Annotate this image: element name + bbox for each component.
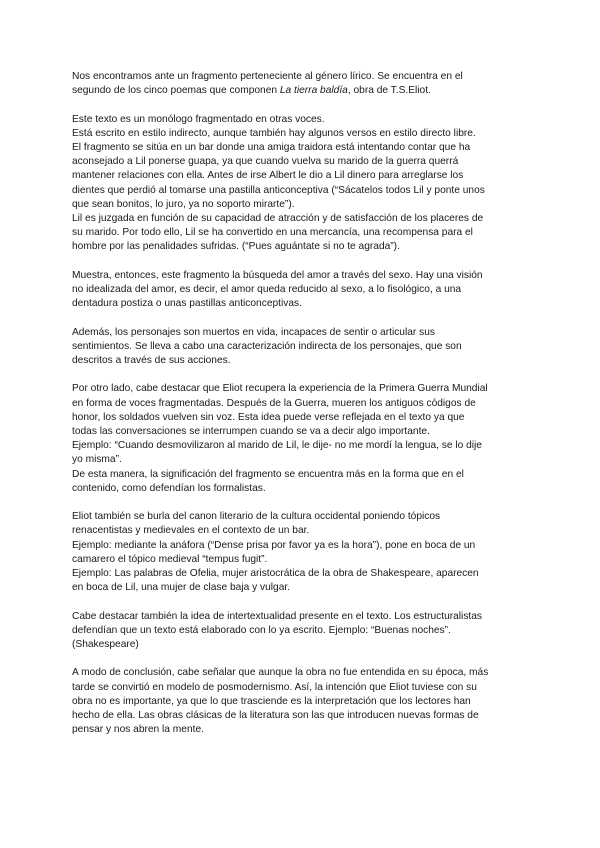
text-line: Lil es juzgada en función de su capacidad de atracción y de satisfacción de los placeres de (72, 213, 484, 225)
text-line: Este texto es un monólogo fragmentado en otras voces. (72, 113, 325, 125)
text-line: todas las conversaciones se interrumpen cuando se va a decir algo importante. (72, 426, 430, 438)
text-line: segundo de los cinco poemas que componen La tierra baldía, obra de T.S.Eliot. (72, 85, 431, 97)
text-line: Además, los personajes son muertos en vida, incapaces de sentir o articular sus (72, 326, 435, 338)
paragraph-love (72, 269, 530, 312)
paragraph-intro (72, 70, 530, 98)
text-line: no idealizada del amor, es decir, el amor queda reducido al sexo, a lo fisológico, a una (72, 284, 462, 296)
text-line: en boca de Lil, una mujer de clase baja y vulgar. (72, 582, 291, 594)
text-line: dentadura postiza o unas pastillas anticonceptivas. (72, 298, 302, 310)
text-line: dientes que perdió al tomarse una pastilla anticonceptiva (“Sácatelos todos Lil y ponte unos (72, 184, 485, 196)
text-line: Ejemplo: mediante la anáfora (“Dense prisa por favor ya es la hora”), pone en boca de un (72, 539, 476, 551)
paragraph-monologue (72, 113, 530, 255)
text-line: (Shakespeare) (72, 639, 139, 651)
text-line: mantener relaciones con ella. Antes de irse Albert le dio a Lil dinero para arreglarse los (72, 170, 464, 182)
text-line: que sean bonitos, lo juro, ya no soporto mirarte”). (72, 198, 295, 210)
paragraph-characters (72, 326, 530, 369)
text-line: aconsejado a Lil ponerse guapa, ya que cuando vuelva su marido de la guerra querrá (72, 156, 459, 168)
text-line: Muestra, entonces, este fragmento la búsqueda del amor a través del sexo. Hay una visión (72, 269, 483, 281)
text-line: renacentistas y medievales en el contexto de un bar. (72, 525, 310, 537)
paragraph-intertextuality (72, 610, 530, 653)
text-line: Cabe destacar también la idea de intertextualidad presente en el texto. Los estructuralistas (72, 610, 483, 622)
text-line: sentimientos. Se lleva a cabo una caracterización indirecta de los personajes, que son (72, 340, 462, 352)
text-line: yo misma”. (72, 454, 122, 466)
text-line: pensar y nos abren la mente. (72, 724, 204, 736)
text-line: hombre por las penalidades sufridas. (“Pues aguántate si no te agrada”). (72, 241, 400, 253)
paragraph-conclusion (72, 666, 530, 737)
paragraph-war (72, 382, 530, 496)
text-line: defendían que un texto está elaborado con lo ya escrito. Ejemplo: “Buenas noches”. (72, 624, 451, 636)
text-line: honor, los soldados vuelven sin voz. Esta idea puede verse reflejada en el texto ya que (72, 411, 465, 423)
text-line: hecho de ella. Las obras clásicas de la literatura son las que introducen nuevas formas de (72, 710, 479, 722)
paragraph-canon (72, 510, 530, 595)
text-line: A modo de conclusión, cabe señalar que aunque la obra no fue entendida en su época, más (72, 667, 489, 679)
text-line: tarde se convirtió en modelo de posmodernismo. Así, la intención que Eliot tuviese con su (72, 681, 477, 693)
text-line: obra no es importante, ya que lo que trasciende es la interpretación que los lectores han (72, 695, 471, 707)
text-line: De esta manera, la significación del fragmento se encuentra más en la forma que en el (72, 468, 464, 480)
text-line: Está escrito en estilo indirecto, aunque también hay algunos versos en estilo directo libre. (72, 127, 476, 139)
text-line: contenido, como defendían los formalistas. (72, 482, 266, 494)
text-line: Por otro lado, cabe destacar que Eliot recupera la experiencia de la Primera Guerra Mundial (72, 383, 488, 395)
text-line: descritos a través de sus acciones. (72, 355, 231, 367)
text-line: Eliot también se burla del canon literario de la cultura occidental poniendo tópicos (72, 511, 441, 523)
text-line: camarero el tópico medieval “tempus fugit”. (72, 553, 268, 565)
text-line: su marido. Por todo ello, Lil se ha convertido en una mercancía, una recompensa para el (72, 227, 473, 239)
text-line: Nos encontramos ante un fragmento perteneciente al género lírico. Se encuentra en el (72, 71, 463, 82)
work-title: La tierra baldía (279, 85, 348, 97)
text-line: en forma de voces fragmentadas. Después de la Guerra, mueren los antiguos códigos de (72, 397, 476, 409)
text-line: Ejemplo: Las palabras de Ofelia, mujer aristocrática de la obra de Shakespeare, aparecen (72, 568, 479, 580)
text-line: Ejemplo: “Cuando desmovilizaron al marido de Lil, le dije- no me mordí la lengua, se lo dije (72, 440, 482, 452)
text-line: El fragmento se sitúa en un bar donde una amiga traidora está intentando contar que ha (72, 142, 471, 153)
